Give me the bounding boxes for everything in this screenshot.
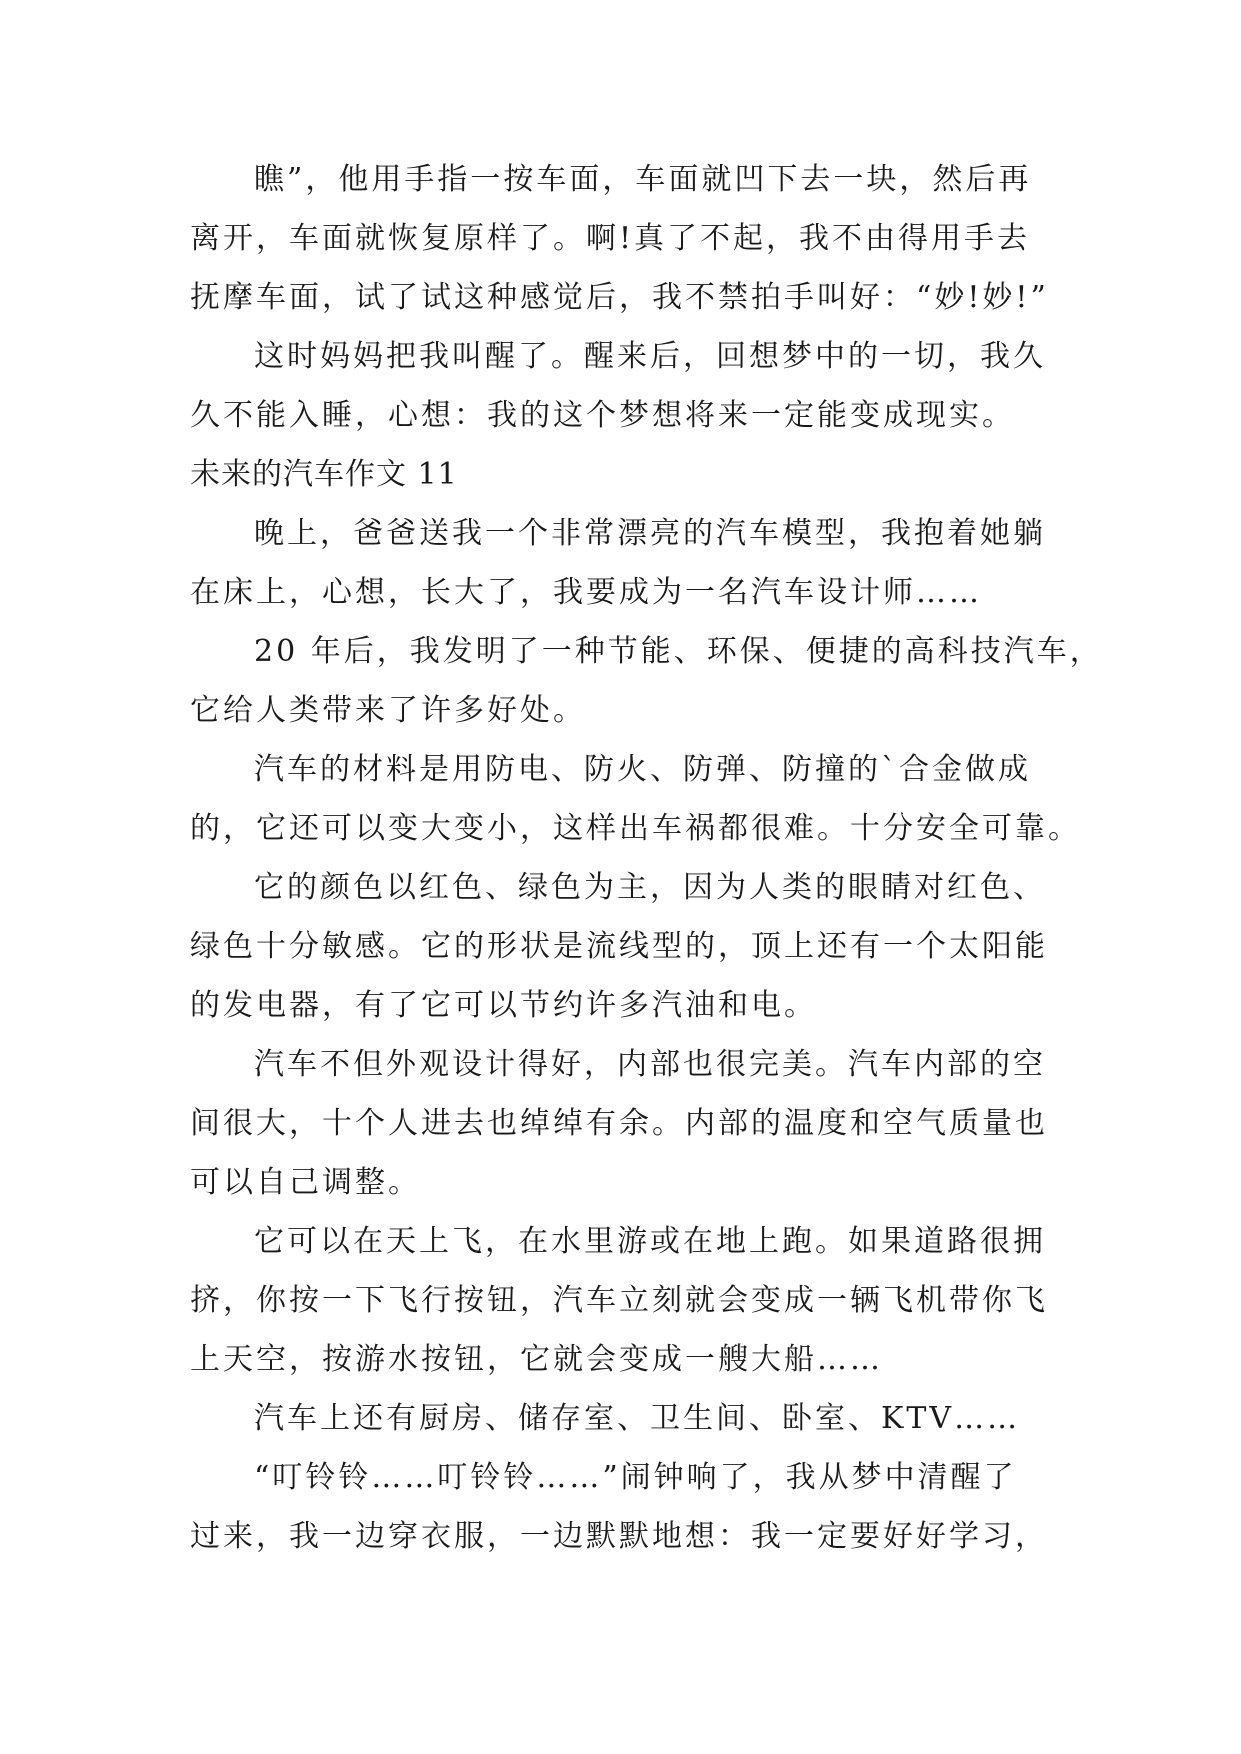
text-line: 抚摩车面，试了试这种感觉后，我不禁拍手叫好：“妙!妙!” [190, 280, 1049, 315]
text-line: 可以自己调整。 [190, 1165, 421, 1200]
text-line: 绿色十分敏感。它的形状是流线型的，顶上还有一个太阳能 [190, 929, 1048, 964]
document-body [190, 150, 1103, 1566]
text-line: 它可以在天上飞，在水里游或在地上跑。如果道路很拥 [254, 1224, 1046, 1259]
text-line: 20 年后，我发明了一种节能、环保、便捷的高科技汽车， [254, 634, 1103, 669]
text-line: 的发电器，有了它可以节约许多汽油和电。 [190, 988, 817, 1023]
text-line: 它给人类带来了许多好处。 [190, 693, 586, 728]
text-line: 在床上，心想，长大了，我要成为一名汽车设计师…… [190, 575, 982, 610]
text-line: 这时妈妈把我叫醒了。醒来后，回想梦中的一切，我久 [254, 339, 1046, 374]
section-heading: 未来的汽车作文 11 [190, 457, 458, 492]
text-line: 上天空，按游水按钮，它就会变成一艘大船…… [190, 1342, 883, 1377]
text-line: 它的颜色以红色、绿色为主，因为人类的眼睛对红色、 [254, 870, 1046, 905]
text-line: 间很大，十个人进去也绰绰有余。内部的温度和空气质量也 [190, 1106, 1048, 1141]
text-line: 瞧”，他用手指一按车面，车面就凹下去一块，然后再 [254, 162, 1032, 197]
text-line: 挤，你按一下飞行按钮，汽车立刻就会变成一辆飞机带你飞 [190, 1283, 1048, 1318]
text-line: 汽车的材料是用防电、防火、防弹、防撞的`合金做成 [254, 752, 1031, 787]
text-line: 汽车上还有厨房、储存室、卫生间、卧室、KTV…… [254, 1401, 1021, 1436]
text-line: 汽车不但外观设计得好，内部也很完美。汽车内部的空 [254, 1047, 1046, 1082]
text-line: 的，它还可以变大变小，这样出车祸都很难。十分安全可靠。 [190, 811, 1081, 846]
text-line: “叮铃铃……叮铃铃……”闹钟响了，我从梦中清醒了 [254, 1460, 1017, 1495]
text-line: 晚上，爸爸送我一个非常漂亮的汽车模型，我抱着她躺 [254, 516, 1046, 551]
text-line: 离开，车面就恢复原样了。啊!真了不起，我不由得用手去 [190, 221, 1031, 256]
text-line: 久不能入睡，心想：我的这个梦想将来一定能变成现实。 [190, 398, 1015, 433]
text-line: 过来，我一边穿衣服，一边默默地想：我一定要好好学习， [190, 1519, 1048, 1554]
